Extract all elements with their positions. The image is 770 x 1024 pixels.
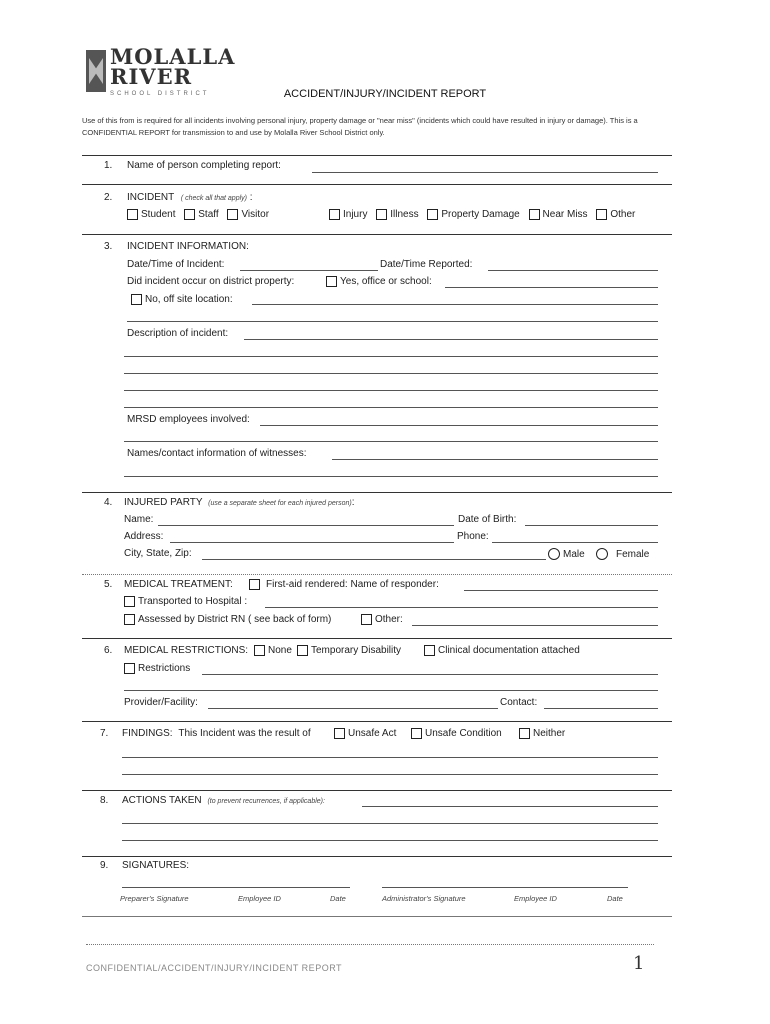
medical-restrictions-label: MEDICAL RESTRICTIONS: bbox=[124, 645, 249, 656]
description-line[interactable] bbox=[124, 390, 658, 391]
hospital-field[interactable] bbox=[265, 607, 658, 608]
section-number: 4. bbox=[104, 497, 113, 508]
incident-type-options bbox=[329, 209, 641, 220]
option-injury[interactable]: Injury bbox=[329, 209, 367, 220]
option-near-miss[interactable]: Near Miss bbox=[529, 209, 588, 220]
description-line[interactable] bbox=[124, 373, 658, 374]
option-unsafe-condition[interactable]: Unsafe Condition bbox=[411, 728, 502, 739]
gender-male-option[interactable]: Male bbox=[548, 548, 585, 560]
description-line[interactable] bbox=[124, 356, 658, 357]
person-completing-field[interactable] bbox=[312, 172, 658, 173]
option-property-damage[interactable]: Property Damage bbox=[427, 209, 519, 220]
option-illness[interactable]: Illness bbox=[376, 209, 418, 220]
checkbox[interactable] bbox=[184, 209, 195, 220]
logo-line2: RIVER bbox=[110, 64, 193, 89]
option-unsafe-act[interactable]: Unsafe Act bbox=[334, 728, 396, 739]
section-number: 8. bbox=[100, 795, 109, 806]
divider bbox=[82, 856, 672, 857]
section-number: 9. bbox=[100, 860, 109, 871]
incident-label: INCIDENT bbox=[127, 192, 175, 203]
admin-signature-label: Administrator's Signature bbox=[382, 894, 466, 903]
office-school-field[interactable] bbox=[445, 287, 658, 288]
divider bbox=[82, 234, 672, 235]
address-label: Address: bbox=[124, 531, 164, 542]
phone-field[interactable] bbox=[492, 542, 658, 543]
checkbox[interactable] bbox=[329, 209, 340, 220]
dob-field[interactable] bbox=[525, 525, 658, 526]
checkbox[interactable] bbox=[519, 728, 530, 739]
no-offsite-option[interactable]: No, off site location: bbox=[131, 294, 233, 305]
datetime-incident-field[interactable] bbox=[240, 270, 378, 271]
checkbox[interactable] bbox=[361, 614, 372, 625]
district-logo bbox=[110, 44, 236, 89]
option-clinical-documentation[interactable]: Clinical documentation attached bbox=[424, 645, 580, 656]
checkbox[interactable] bbox=[529, 209, 540, 220]
city-label: City, State, Zip: bbox=[124, 548, 192, 559]
option-other[interactable]: Other bbox=[596, 209, 635, 220]
option-visitor[interactable]: Visitor bbox=[227, 209, 269, 220]
checkbox[interactable] bbox=[124, 663, 135, 674]
radio[interactable] bbox=[596, 548, 608, 560]
divider bbox=[82, 721, 672, 722]
other-treatment-field[interactable] bbox=[412, 625, 658, 626]
other-treatment-option[interactable]: Other: bbox=[361, 614, 403, 625]
incident-info-heading: INCIDENT INFORMATION: bbox=[127, 241, 249, 252]
provider-field[interactable] bbox=[208, 708, 498, 709]
actions-field[interactable] bbox=[362, 806, 658, 807]
name-field[interactable] bbox=[158, 525, 454, 526]
divider bbox=[82, 574, 672, 575]
actions-label: ACTIONS TAKEN bbox=[122, 795, 202, 806]
date-label: Date bbox=[330, 894, 346, 903]
findings-text: This Incident was the result of bbox=[178, 728, 311, 739]
form-title: ACCIDENT/INJURY/INCIDENT REPORT bbox=[283, 88, 487, 100]
contact-label: Contact: bbox=[500, 697, 538, 708]
yes-office-option[interactable]: Yes, office or school: bbox=[326, 276, 432, 287]
actions-line[interactable] bbox=[122, 840, 658, 841]
findings-label: FINDINGS: bbox=[122, 728, 173, 739]
first-aid-option[interactable]: First-aid rendered: Name of responder: bbox=[249, 579, 439, 590]
on-property-label: Did incident occur on district property: bbox=[127, 276, 295, 287]
gender-female-option[interactable]: Female bbox=[596, 548, 649, 560]
footer-divider bbox=[86, 944, 654, 945]
checkbox[interactable] bbox=[424, 645, 435, 656]
preparer-signature-label: Preparer's Signature bbox=[120, 894, 189, 903]
checkbox[interactable] bbox=[596, 209, 607, 220]
responder-field[interactable] bbox=[464, 590, 658, 591]
name-label: Name: bbox=[124, 514, 154, 525]
checkbox[interactable] bbox=[334, 728, 345, 739]
employee-id-label: Employee ID bbox=[514, 894, 557, 903]
checkbox[interactable] bbox=[127, 209, 138, 220]
datetime-incident-label: Date/Time of Incident: bbox=[127, 259, 225, 270]
witnesses-field[interactable] bbox=[332, 459, 658, 460]
findings-line[interactable] bbox=[122, 774, 658, 775]
footer-text: CONFIDENTIAL/ACCIDENT/INJURY/INCIDENT REPORT bbox=[86, 963, 343, 973]
actions-note: (to prevent recurrences, if applicable): bbox=[207, 798, 325, 805]
dob-label: Date of Birth: bbox=[458, 514, 517, 525]
date-label: Date bbox=[607, 894, 623, 903]
restrictions-option[interactable]: Restrictions bbox=[124, 663, 190, 674]
person-completing-label: Name of person completing report: bbox=[127, 160, 281, 171]
checkbox[interactable] bbox=[326, 276, 337, 287]
witnesses-label: Names/contact information of witnesses: bbox=[127, 448, 307, 459]
injured-party-note: (use a separate sheet for each injured person) bbox=[208, 500, 352, 507]
checkbox[interactable] bbox=[427, 209, 438, 220]
city-field[interactable] bbox=[202, 559, 546, 560]
offsite-location-field[interactable] bbox=[252, 304, 658, 305]
checkbox[interactable] bbox=[227, 209, 238, 220]
description-label: Description of incident: bbox=[127, 328, 229, 339]
logo-mark-icon bbox=[86, 50, 106, 92]
description-field[interactable] bbox=[244, 339, 658, 340]
offsite-location-field-2[interactable] bbox=[127, 321, 658, 322]
option-temporary-disability[interactable]: Temporary Disability bbox=[297, 645, 401, 656]
employee-id-label: Employee ID bbox=[238, 894, 281, 903]
checkbox[interactable] bbox=[411, 728, 422, 739]
injured-party-colon: : bbox=[351, 497, 355, 508]
logo-line1: MOLALLA bbox=[110, 44, 236, 69]
actions-heading bbox=[122, 795, 325, 806]
section-number: 7. bbox=[100, 728, 109, 739]
divider bbox=[82, 916, 672, 917]
option-neither[interactable]: Neither bbox=[519, 728, 565, 739]
witnesses-line[interactable] bbox=[124, 476, 658, 477]
divider bbox=[82, 492, 672, 493]
phone-label: Phone: bbox=[457, 531, 489, 542]
incident-colon: : bbox=[249, 192, 253, 203]
incident-note: ( check all that apply) bbox=[180, 195, 247, 202]
section-number: 5. bbox=[104, 579, 113, 590]
checkbox[interactable] bbox=[297, 645, 308, 656]
checkbox[interactable] bbox=[376, 209, 387, 220]
incident-person-options bbox=[127, 209, 275, 220]
checkbox[interactable] bbox=[249, 579, 260, 590]
provider-label: Provider/Facility: bbox=[124, 697, 198, 708]
page-number: 1 bbox=[633, 953, 645, 974]
option-staff[interactable]: Staff bbox=[184, 209, 218, 220]
hospital-option[interactable]: Transported to Hospital : bbox=[124, 596, 247, 607]
employees-label: MRSD employees involved: bbox=[127, 414, 250, 425]
option-none[interactable]: None bbox=[254, 645, 292, 656]
option-student[interactable]: Student bbox=[127, 209, 175, 220]
datetime-reported-label: Date/Time Reported: bbox=[380, 259, 473, 270]
restrictions-field[interactable] bbox=[202, 674, 658, 675]
employees-field[interactable] bbox=[260, 425, 658, 426]
section-number: 1. bbox=[104, 160, 113, 171]
datetime-reported-field[interactable] bbox=[488, 270, 658, 271]
preparer-signature-field[interactable] bbox=[122, 887, 350, 888]
divider bbox=[82, 155, 672, 156]
description-line[interactable] bbox=[124, 407, 658, 408]
contact-field[interactable] bbox=[544, 708, 658, 709]
checkbox[interactable] bbox=[131, 294, 142, 305]
injured-party-heading bbox=[124, 497, 355, 508]
section-number: 3. bbox=[104, 241, 113, 252]
divider bbox=[82, 638, 672, 639]
restrictions-line[interactable] bbox=[124, 690, 658, 691]
actions-line[interactable] bbox=[122, 823, 658, 824]
signatures-label: SIGNATURES: bbox=[122, 860, 190, 871]
checkbox[interactable] bbox=[124, 614, 135, 625]
admin-signature-field[interactable] bbox=[382, 887, 628, 888]
checkbox[interactable] bbox=[124, 596, 135, 607]
section-number: 2. bbox=[104, 192, 113, 203]
divider bbox=[82, 790, 672, 791]
divider bbox=[82, 184, 672, 185]
address-field[interactable] bbox=[170, 542, 454, 543]
injured-party-label: INJURED PARTY bbox=[124, 497, 203, 508]
rn-option[interactable]: Assessed by District RN ( see back of form) bbox=[124, 614, 331, 625]
findings-line[interactable] bbox=[122, 757, 658, 758]
logo-subtext: SCHOOL DISTRICT bbox=[110, 91, 210, 97]
intro-text: Use of this from is required for all incidents involving personal injury, property damage or "near miss" (incidents which could have resulted in injury or damage). This is a CONFIDENTIAL REPORT for transmission to and use by Molalla River School District only. bbox=[82, 116, 638, 137]
medical-treatment-label: MEDICAL TREATMENT: bbox=[124, 579, 233, 590]
checkbox[interactable] bbox=[254, 645, 265, 656]
radio[interactable] bbox=[548, 548, 560, 560]
section-number: 6. bbox=[104, 645, 113, 656]
findings-heading bbox=[122, 728, 311, 739]
employees-line[interactable] bbox=[124, 441, 658, 442]
incident-heading bbox=[127, 192, 253, 203]
